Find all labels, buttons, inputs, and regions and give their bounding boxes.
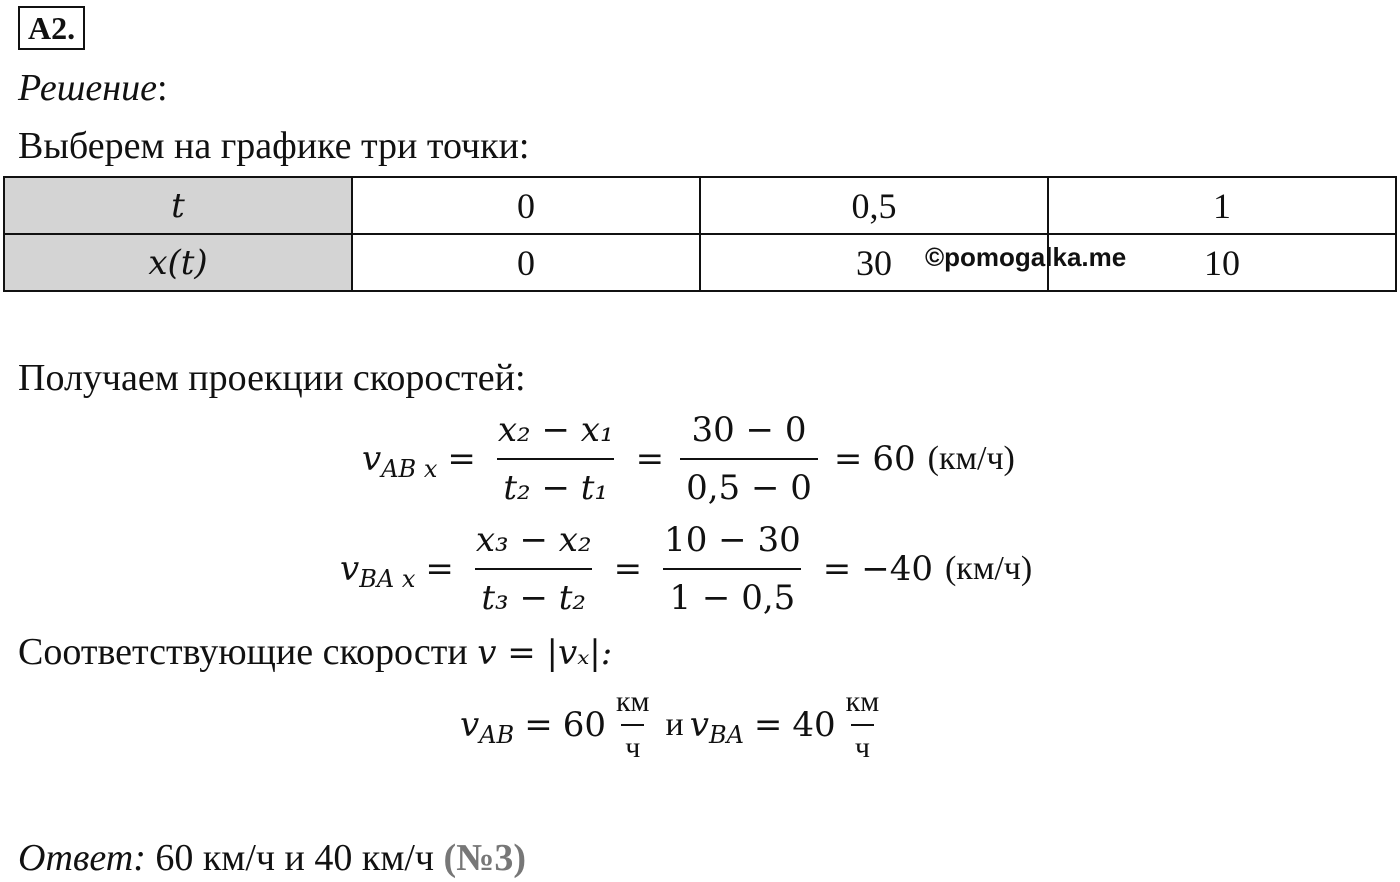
table-cell: 0 [352,177,700,234]
eq3-unit1-num: км [615,685,650,718]
eq1-frac-symbolic [492,408,620,510]
eq3-unit2 [842,684,884,766]
equation-speeds [460,684,889,766]
eq1-equals: = [447,439,476,479]
eq3-v2: v [689,705,709,745]
table-header-t: t [4,177,352,234]
eq1-v: v [362,439,382,479]
table-row-x [4,234,1396,291]
answer-label: Ответ: [18,837,146,879]
eq3-val2: 40 [792,705,836,745]
watermark: ©pomogalka.me [925,242,1127,272]
table-cell: 10 [1048,234,1396,291]
eq3-equals-1: = [524,705,553,745]
table-cell: 0 [352,234,700,291]
eq2-frac1-num: x₃ − x₂ [475,520,592,560]
eq3-sub2: BA [708,721,744,749]
solution-label: Решение [18,67,157,109]
eq1-equals-2: = [635,439,665,479]
eq2-equals: = [425,549,454,589]
eq3-equals-2: = [753,705,783,745]
solution-heading [18,66,168,110]
eq2-equals-3: = [822,549,852,589]
answer-text: 60 км/ч и 40 км/ч [155,837,435,879]
eq1-frac1-den: t₂ − t₁ [497,458,614,510]
points-table [3,176,1397,292]
eq1-equals-3: = [833,439,863,479]
eq2-frac2-den: 1 − 0,5 [663,568,801,620]
eq1-result: 60 [872,439,916,479]
answer-row [18,836,526,880]
eq2-frac-symbolic [470,518,598,620]
answer-reference: (№3) [443,837,527,879]
eq2-sub: BA x [359,565,416,593]
speeds-formula: v = |vₓ|: [477,633,613,673]
eq2-frac-numeric [658,518,807,620]
eq1-frac2-den: 0,5 − 0 [680,458,818,510]
velocities-intro: Получаем проекции скоростей: [18,357,526,399]
eq1-frac1-num: x₂ − x₁ [497,410,614,450]
eq2-frac1-den: t₃ − t₂ [475,568,592,620]
solution-colon: : [156,67,168,109]
eq2-result: −40 [861,549,933,589]
table-cell: 30 [700,234,1048,291]
table-header-x: x(t) [4,234,352,291]
eq2-equals-2: = [613,549,643,589]
table-row-t [4,177,1396,234]
eq1-unit: (км/ч) [927,440,1015,477]
eq2-unit: (км/ч) [944,550,1033,587]
speeds-line [18,630,612,675]
table-cell: 0,5 [700,177,1048,234]
eq1-sub: AB x [381,455,438,483]
equation-vab [362,408,1015,510]
eq1-frac2-num: 30 − 0 [691,410,807,450]
table-cell: 1 [1048,177,1396,234]
eq2-v: v [340,549,360,589]
eq3-unit1-den: ч [621,724,644,766]
eq3-unit2-num: км [845,685,880,718]
eq3-val1: 60 [562,705,606,745]
eq2-frac2-num: 10 − 30 [664,520,801,560]
eq3-and: и [665,706,684,743]
eq1-frac-numeric [680,408,818,510]
intro-text: Выберем на графике три точки: [18,125,530,167]
eq3-unit2-den: ч [851,724,874,766]
eq3-unit1 [612,684,654,766]
equation-vba [340,518,1032,620]
eq3-sub1: AB [479,721,515,749]
speeds-intro: Соответствующие скорости [18,631,468,673]
eq3-v1: v [460,705,480,745]
task-label: A2. [18,6,85,50]
